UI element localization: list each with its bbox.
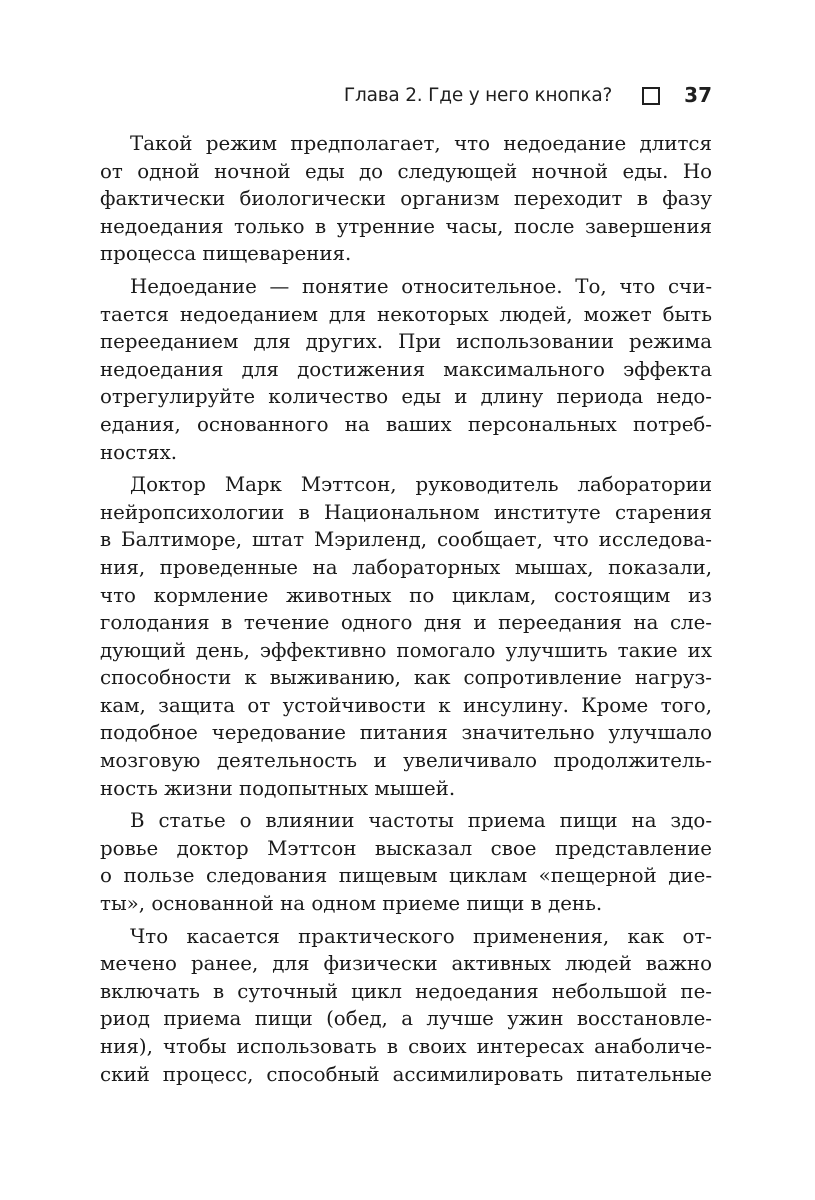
text-line: ния, проведенные на лабораторных мышах, показали, [100, 555, 712, 579]
text-line: ровье доктор Мэттсон высказал свое представление [100, 836, 712, 860]
text-line: Такой режим предполагает, что недоедание длится [130, 132, 712, 155]
text-line: Доктор Марк Мэттсон, руководитель лаборатории [130, 473, 712, 497]
text-line: мечено ранее, для физически активных людей важно [100, 952, 712, 976]
text-line: ты», основанной на одном приеме пищи в день. [100, 892, 603, 916]
text-line: голодания в течение одного дня и переедания на сле- [100, 611, 712, 635]
text-line: в Балтиморе, штат Мэриленд, сообщает, что исследова- [100, 528, 712, 552]
text-line: едания, основанного на ваших персональных потреб- [100, 412, 712, 436]
text-line: кам, защита от устойчивости к инсулину. Кроме того, [100, 693, 712, 717]
chapter-title: Глава 2. Где у него кнопка? [343, 84, 613, 106]
text-line: ность жизни подопытных мышей. [100, 776, 456, 800]
body-text [100, 130, 712, 1093]
paragraph [100, 923, 712, 1089]
text-line: подобное чередование питания значительно улучшало [100, 721, 712, 745]
paragraph [100, 471, 712, 802]
text-line: недоедания только в утренние часы, после завершения [100, 214, 712, 238]
paragraph [100, 130, 712, 268]
text-line: ностях. [100, 440, 178, 464]
square-box-icon [642, 87, 660, 105]
text-line: о пользе следования пищевым циклам «пещерной дие- [100, 864, 712, 888]
page-number: 37 [684, 83, 712, 107]
text-line: от одной ночной еды до следующей ночной еды. Но [100, 159, 712, 183]
text-line: фактически биологически организм переходит в фазу [100, 187, 712, 211]
text-line: тается недоеданием для некоторых людей, может быть [100, 302, 712, 326]
text-line: Что касается практического применения, как от- [130, 924, 712, 948]
paragraph [100, 273, 712, 466]
paragraph [100, 807, 712, 917]
text-line: недоедания для достижения максимального эффекта [100, 357, 712, 381]
text-line: дующий день, эффективно помогало улучшить такие их [100, 638, 712, 662]
text-line: ский процесс, способный ассимилировать питательные [100, 1062, 712, 1086]
running-head [100, 80, 712, 110]
text-line: включать в суточный цикл недоедания небольшой пе- [100, 979, 712, 1003]
text-line: риод приема пищи (обед, а лучше ужин восстановле- [100, 1007, 712, 1031]
text-line: нейропсихологии в Национальном институте старения [100, 500, 712, 524]
text-line: что кормление животных по циклам, состоящим из [100, 583, 712, 607]
text-line: перееданием для других. При использовании режима [100, 330, 712, 354]
text-line: В статье о влиянии частоты приема пищи на здо- [130, 809, 712, 833]
text-line: ния), чтобы использовать в своих интересах анаболиче- [100, 1035, 712, 1058]
text-line: отрегулируйте количество еды и длину периода недо- [100, 385, 712, 409]
text-line: процесса пищеварения. [100, 242, 352, 266]
text-line: Недоедание — понятие относительное. То, что счи- [130, 274, 712, 298]
text-line: мозговую деятельность и увеличивало продолжитель- [100, 749, 712, 773]
text-line: способности к выживанию, как сопротивление нагруз- [100, 666, 712, 690]
